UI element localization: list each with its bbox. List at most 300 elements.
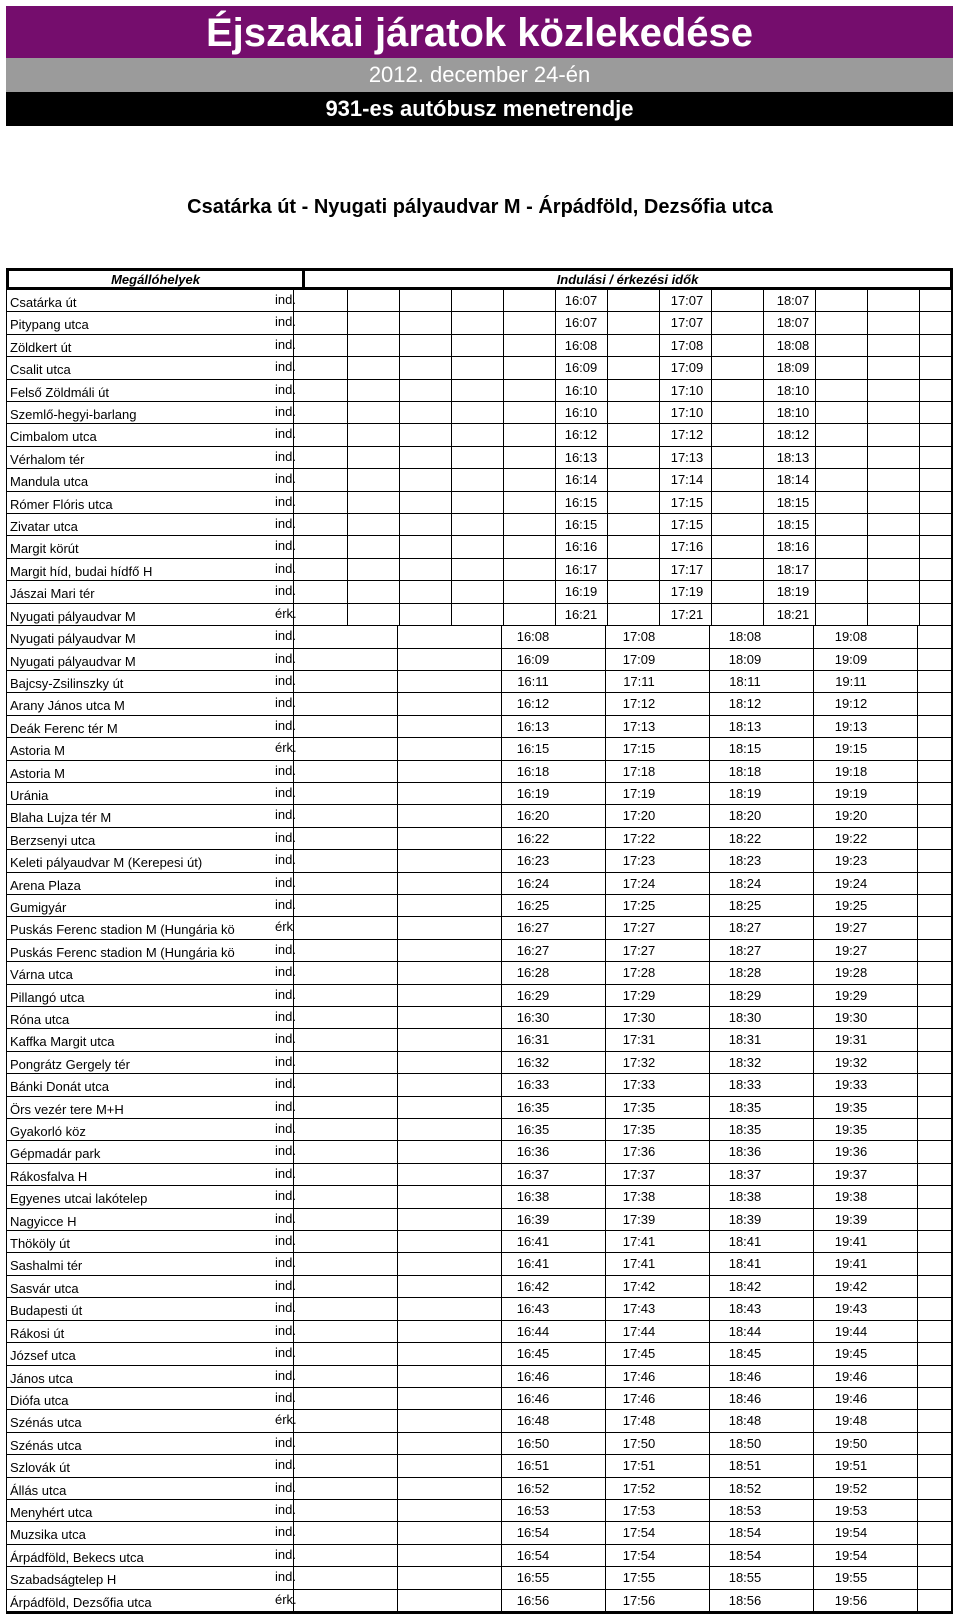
grid-line xyxy=(501,873,502,894)
grid-line xyxy=(917,1410,918,1431)
departure-type: érk. xyxy=(275,1591,297,1607)
time-cell: 16:54 xyxy=(516,1525,550,1541)
grid-line xyxy=(501,626,502,647)
grid-line xyxy=(501,940,502,961)
departure-type: ind. xyxy=(275,1300,296,1316)
grid-line xyxy=(813,1298,814,1319)
grid-line xyxy=(397,1119,398,1140)
time-cell: 19:22 xyxy=(834,830,868,846)
time-cell: 17:19 xyxy=(622,785,656,801)
time-cell: 19:37 xyxy=(834,1166,868,1182)
stop-name: Pillangó utca xyxy=(10,989,85,1005)
stop-name: János utca xyxy=(10,1370,73,1386)
time-cell: 18:41 xyxy=(728,1256,762,1272)
time-cell: 16:18 xyxy=(516,763,550,779)
table-row xyxy=(7,1141,951,1163)
time-cell: 19:45 xyxy=(834,1346,868,1362)
grid-line xyxy=(397,1410,398,1431)
departure-type: ind. xyxy=(275,516,296,532)
time-cell: 18:56 xyxy=(728,1592,762,1608)
stop-name: Arany János utca M xyxy=(10,698,125,714)
time-cell: 18:10 xyxy=(776,405,810,421)
grid-line xyxy=(501,1186,502,1207)
time-cell: 17:19 xyxy=(670,584,704,600)
time-cell: 17:07 xyxy=(670,293,704,308)
departure-type: ind. xyxy=(275,941,296,957)
grid-line xyxy=(917,1164,918,1185)
grid-line xyxy=(709,1522,710,1543)
time-cell: 17:46 xyxy=(622,1390,656,1406)
table-row xyxy=(7,1209,951,1231)
grid-line xyxy=(709,828,710,849)
departure-type: ind. xyxy=(275,695,296,711)
time-cell: 16:35 xyxy=(516,1099,550,1115)
grid-line xyxy=(397,1164,398,1185)
grid-line xyxy=(399,357,400,378)
table-row xyxy=(7,1231,951,1253)
time-cell: 16:09 xyxy=(516,651,550,667)
time-cell: 18:42 xyxy=(728,1278,762,1294)
time-cell: 18:32 xyxy=(728,1054,762,1070)
time-cell: 16:10 xyxy=(564,405,598,421)
grid-line xyxy=(397,738,398,759)
grid-line xyxy=(397,1478,398,1499)
time-cell: 17:29 xyxy=(622,987,656,1003)
time-cell: 17:08 xyxy=(670,337,704,353)
time-cell: 19:27 xyxy=(834,942,868,958)
time-cell: 18:28 xyxy=(728,965,762,981)
grid-line xyxy=(917,1276,918,1297)
table-row xyxy=(7,1343,951,1365)
stop-name: Mandula utca xyxy=(10,474,89,490)
grid-line xyxy=(399,380,400,401)
grid-line xyxy=(501,985,502,1006)
stop-name: Szlovák út xyxy=(10,1460,70,1476)
grid-line xyxy=(399,604,400,625)
grid-line xyxy=(397,873,398,894)
time-cell: 19:56 xyxy=(834,1592,868,1608)
grid-line xyxy=(813,1500,814,1521)
grid-line xyxy=(813,805,814,826)
departure-type: ind. xyxy=(275,1367,296,1383)
grid-line xyxy=(813,1074,814,1095)
table-row xyxy=(7,536,951,558)
grid-line xyxy=(919,604,920,625)
grid-line xyxy=(503,604,504,625)
grid-line xyxy=(813,1186,814,1207)
time-cell: 17:07 xyxy=(670,315,704,331)
grid-line xyxy=(397,783,398,804)
grid-line xyxy=(709,1209,710,1230)
table-row xyxy=(7,649,951,671)
departure-type: ind. xyxy=(275,628,296,644)
time-cell: 16:24 xyxy=(516,875,550,891)
time-cell: 17:23 xyxy=(622,853,656,869)
time-cell: 17:41 xyxy=(622,1256,656,1272)
time-cell: 17:30 xyxy=(622,1010,656,1025)
departure-type: ind. xyxy=(275,1345,296,1361)
grid-line xyxy=(813,649,814,670)
time-cell: 16:08 xyxy=(516,629,550,645)
grid-line xyxy=(709,1590,710,1611)
grid-line xyxy=(397,626,398,647)
grid-line xyxy=(867,335,868,356)
time-cell: 18:15 xyxy=(776,517,810,533)
grid-line xyxy=(501,783,502,804)
grid-line xyxy=(397,1209,398,1230)
time-cell: 17:38 xyxy=(622,1189,656,1205)
departure-type: ind. xyxy=(275,1322,296,1338)
time-cell: 17:48 xyxy=(622,1413,656,1429)
grid-line xyxy=(709,1029,710,1050)
grid-line xyxy=(917,1119,918,1140)
time-cell: 18:15 xyxy=(776,494,810,510)
grid-line xyxy=(397,805,398,826)
stop-name: Berzsenyi utca xyxy=(10,832,96,848)
time-cell: 19:29 xyxy=(834,987,868,1003)
time-cell: 18:48 xyxy=(728,1413,762,1429)
stop-name: Rákosi út xyxy=(10,1325,65,1341)
time-cell: 17:14 xyxy=(670,472,704,488)
grid-line xyxy=(709,1231,710,1252)
time-cell: 17:24 xyxy=(622,875,656,891)
grid-line xyxy=(813,1567,814,1588)
time-cell: 17:43 xyxy=(622,1301,656,1317)
grid-line xyxy=(605,1455,606,1476)
table-row xyxy=(7,716,951,738)
grid-line xyxy=(813,1455,814,1476)
grid-line xyxy=(813,1590,814,1611)
time-cell: 17:15 xyxy=(670,517,704,533)
time-cell: 16:17 xyxy=(564,561,598,577)
grid-line xyxy=(919,581,920,602)
grid-line xyxy=(397,671,398,692)
stop-name: Bánki Donát utca xyxy=(10,1079,110,1095)
grid-line xyxy=(813,940,814,961)
table-row xyxy=(7,783,951,805)
time-cell: 17:11 xyxy=(623,673,655,689)
stop-name: Sasvár utca xyxy=(10,1280,79,1296)
grid-line xyxy=(813,1209,814,1230)
grid-line xyxy=(501,1276,502,1297)
grid-line xyxy=(813,693,814,714)
time-cell: 17:22 xyxy=(622,830,656,846)
grid-line xyxy=(397,649,398,670)
grid-line xyxy=(347,312,348,333)
grid-line xyxy=(709,850,710,871)
grid-line xyxy=(501,1410,502,1431)
time-cell: 19:44 xyxy=(834,1323,868,1339)
stop-name: Puskás Ferenc stadion M (Hungária kö xyxy=(10,944,235,960)
table-row xyxy=(7,1590,951,1612)
grid-line xyxy=(501,1029,502,1050)
grid-line xyxy=(813,1007,814,1028)
time-cell: 16:32 xyxy=(516,1054,550,1070)
grid-line xyxy=(605,1007,606,1028)
grid-line xyxy=(605,783,606,804)
grid-line xyxy=(709,761,710,782)
departure-type: érk. xyxy=(275,605,297,621)
departure-type: ind. xyxy=(275,560,296,576)
grid-line xyxy=(813,1410,814,1431)
time-cell: 16:19 xyxy=(564,584,598,600)
table-row xyxy=(7,1164,951,1186)
grid-line xyxy=(397,1567,398,1588)
grid-line xyxy=(813,1321,814,1342)
time-cell: 16:08 xyxy=(564,337,598,353)
time-cell: 18:46 xyxy=(728,1368,762,1384)
grid-line xyxy=(399,536,400,557)
table-row xyxy=(7,402,951,424)
departure-type: ind. xyxy=(275,1143,296,1159)
grid-line xyxy=(917,873,918,894)
grid-line xyxy=(501,917,502,938)
time-cell: 16:35 xyxy=(516,1122,550,1138)
grid-line xyxy=(917,1209,918,1230)
time-cell: 17:15 xyxy=(670,494,704,510)
time-cell: 19:25 xyxy=(834,897,868,913)
departure-type: ind. xyxy=(275,1479,296,1495)
time-cell: 17:17 xyxy=(670,561,704,577)
time-cell: 19:35 xyxy=(834,1099,868,1115)
grid-line xyxy=(451,335,452,356)
grid-line xyxy=(813,895,814,916)
grid-line xyxy=(813,985,814,1006)
grid-line xyxy=(709,1186,710,1207)
stop-name: Árpádföld, Dezsőfia utca xyxy=(10,1594,152,1610)
grid-line xyxy=(813,1231,814,1252)
departure-type: ind. xyxy=(275,426,296,442)
time-cell: 19:24 xyxy=(834,875,868,891)
grid-line xyxy=(397,1276,398,1297)
table-row xyxy=(7,1074,951,1096)
time-cell: 17:32 xyxy=(622,1054,656,1070)
grid-line xyxy=(501,828,502,849)
grid-line xyxy=(605,761,606,782)
grid-line xyxy=(501,1545,502,1566)
stop-name: Csatárka út xyxy=(10,295,77,310)
time-cell: 19:42 xyxy=(834,1278,868,1294)
grid-line xyxy=(347,357,348,378)
time-cell: 19:33 xyxy=(834,1077,868,1093)
stop-name: Rákosfalva H xyxy=(10,1168,88,1184)
departure-type: érk. xyxy=(275,740,297,756)
time-cell: 17:54 xyxy=(622,1525,656,1541)
grid-line xyxy=(501,1433,502,1454)
time-cell: 16:46 xyxy=(516,1368,550,1384)
grid-line xyxy=(917,1052,918,1073)
time-cell: 18:17 xyxy=(776,561,810,577)
grid-line xyxy=(605,1164,606,1185)
departure-type: ind. xyxy=(275,292,296,307)
table-row xyxy=(7,805,951,827)
grid-line xyxy=(813,962,814,983)
grid-line xyxy=(867,514,868,535)
time-cell: 16:45 xyxy=(516,1346,550,1362)
table-row xyxy=(7,1119,951,1141)
grid-line xyxy=(709,738,710,759)
time-cell: 19:08 xyxy=(834,629,868,645)
grid-line xyxy=(867,492,868,513)
time-cell: 19:52 xyxy=(834,1480,868,1496)
grid-line xyxy=(709,1321,710,1342)
grid-line xyxy=(813,1545,814,1566)
time-cell: 16:42 xyxy=(516,1278,550,1294)
grid-line xyxy=(919,559,920,580)
stop-name: Blaha Lujza tér M xyxy=(10,810,112,826)
time-cell: 16:15 xyxy=(516,741,550,757)
grid-line xyxy=(917,716,918,737)
grid-line xyxy=(501,1164,502,1185)
time-cell: 16:52 xyxy=(516,1480,550,1496)
grid-line xyxy=(501,1567,502,1588)
grid-line xyxy=(813,1343,814,1364)
grid-line xyxy=(503,492,504,513)
stop-name: Sashalmi tér xyxy=(10,1258,83,1274)
time-cell: 18:07 xyxy=(776,315,810,331)
stop-name: Thököly út xyxy=(10,1236,70,1252)
grid-line xyxy=(917,761,918,782)
time-cell: 16:43 xyxy=(516,1301,550,1317)
stop-name: Vérhalom tér xyxy=(10,451,85,467)
grid-line xyxy=(813,761,814,782)
table-row xyxy=(7,1007,951,1029)
grid-line xyxy=(813,1522,814,1543)
times-column-header: Indulási / érkezési idők xyxy=(556,272,699,287)
grid-line xyxy=(917,895,918,916)
grid-line xyxy=(917,962,918,983)
time-cell: 18:35 xyxy=(728,1122,762,1138)
time-cell: 16:31 xyxy=(516,1032,550,1048)
grid-line xyxy=(501,850,502,871)
time-cell: 16:11 xyxy=(517,673,549,689)
grid-line xyxy=(709,962,710,983)
grid-line xyxy=(709,985,710,1006)
time-cell: 18:10 xyxy=(776,382,810,398)
time-cell: 19:54 xyxy=(834,1525,868,1541)
grid-line xyxy=(813,783,814,804)
time-cell: 17:41 xyxy=(622,1234,656,1250)
grid-line xyxy=(919,492,920,513)
departure-type: ind. xyxy=(275,1501,296,1517)
time-cell: 17:09 xyxy=(622,651,656,667)
time-cell: 17:44 xyxy=(622,1323,656,1339)
grid-line xyxy=(709,1388,710,1409)
grid-line xyxy=(397,1097,398,1118)
time-cell: 18:44 xyxy=(728,1323,762,1339)
grid-line xyxy=(917,1029,918,1050)
grid-line xyxy=(917,1321,918,1342)
time-cell: 16:16 xyxy=(564,539,598,555)
time-cell: 17:18 xyxy=(622,763,656,779)
time-cell: 17:13 xyxy=(622,718,656,734)
grid-line xyxy=(347,335,348,356)
grid-line xyxy=(709,1410,710,1431)
time-cell: 18:53 xyxy=(728,1502,762,1518)
time-cell: 17:08 xyxy=(622,629,656,645)
departure-type: ind. xyxy=(275,807,296,823)
grid-line xyxy=(503,559,504,580)
stop-name: Margit körút xyxy=(10,541,79,557)
time-cell: 19:35 xyxy=(834,1122,868,1138)
grid-line xyxy=(813,1119,814,1140)
time-cell: 18:12 xyxy=(728,696,762,712)
grid-line xyxy=(399,290,400,311)
grid-line xyxy=(397,1029,398,1050)
grid-line xyxy=(501,1007,502,1028)
grid-line xyxy=(917,985,918,1006)
stop-name: Pongrátz Gergely tér xyxy=(10,1056,130,1072)
time-cell: 18:54 xyxy=(728,1525,762,1541)
grid-line xyxy=(605,1074,606,1095)
grid-line xyxy=(919,380,920,401)
departure-type: ind. xyxy=(275,852,296,868)
grid-line xyxy=(503,581,504,602)
grid-line xyxy=(709,693,710,714)
grid-line xyxy=(397,985,398,1006)
time-cell: 19:41 xyxy=(834,1234,868,1250)
departure-type: ind. xyxy=(275,1098,296,1114)
time-cell: 19:32 xyxy=(834,1054,868,1070)
departure-type: ind. xyxy=(275,1524,296,1540)
grid-line xyxy=(709,1119,710,1140)
grid-line xyxy=(605,962,606,983)
time-cell: 19:30 xyxy=(834,1010,868,1025)
grid-line xyxy=(503,514,504,535)
grid-line xyxy=(501,693,502,714)
departure-type: ind. xyxy=(275,896,296,912)
grid-line xyxy=(451,357,452,378)
stop-name: Nyugati pályaudvar M xyxy=(10,653,136,669)
grid-line xyxy=(917,1097,918,1118)
departure-type: ind. xyxy=(275,448,296,464)
grid-line xyxy=(813,1052,814,1073)
time-cell: 16:27 xyxy=(516,920,550,936)
grid-line xyxy=(709,1074,710,1095)
table-row xyxy=(7,581,951,603)
grid-line xyxy=(347,447,348,468)
time-cell: 16:39 xyxy=(516,1211,550,1227)
stop-name: Arena Plaza xyxy=(10,877,81,893)
time-cell: 16:13 xyxy=(564,449,598,465)
grid-line xyxy=(709,940,710,961)
grid-line xyxy=(867,312,868,333)
time-cell: 18:09 xyxy=(776,360,810,376)
time-cell: 16:54 xyxy=(516,1547,550,1563)
time-cell: 17:28 xyxy=(622,965,656,981)
time-cell: 17:42 xyxy=(622,1278,656,1294)
time-cell: 19:11 xyxy=(835,673,867,689)
timetable-body xyxy=(6,290,953,1614)
table-row xyxy=(7,1186,951,1208)
time-cell: 18:24 xyxy=(728,875,762,891)
time-cell: 17:09 xyxy=(670,360,704,376)
time-cell: 18:20 xyxy=(728,808,762,824)
grid-line xyxy=(919,469,920,490)
time-cell: 16:20 xyxy=(516,808,550,824)
grid-line xyxy=(605,1276,606,1297)
time-cell: 16:15 xyxy=(564,517,598,533)
table-row xyxy=(7,895,951,917)
stop-name: Szabadságtelep H xyxy=(10,1572,117,1588)
departure-type: ind. xyxy=(275,829,296,845)
grid-line xyxy=(605,1478,606,1499)
time-cell: 18:18 xyxy=(728,763,762,779)
grid-line xyxy=(347,559,348,580)
table-row xyxy=(7,1388,951,1410)
time-cell: 16:22 xyxy=(516,830,550,846)
stop-name: Szénás utca xyxy=(10,1437,82,1453)
